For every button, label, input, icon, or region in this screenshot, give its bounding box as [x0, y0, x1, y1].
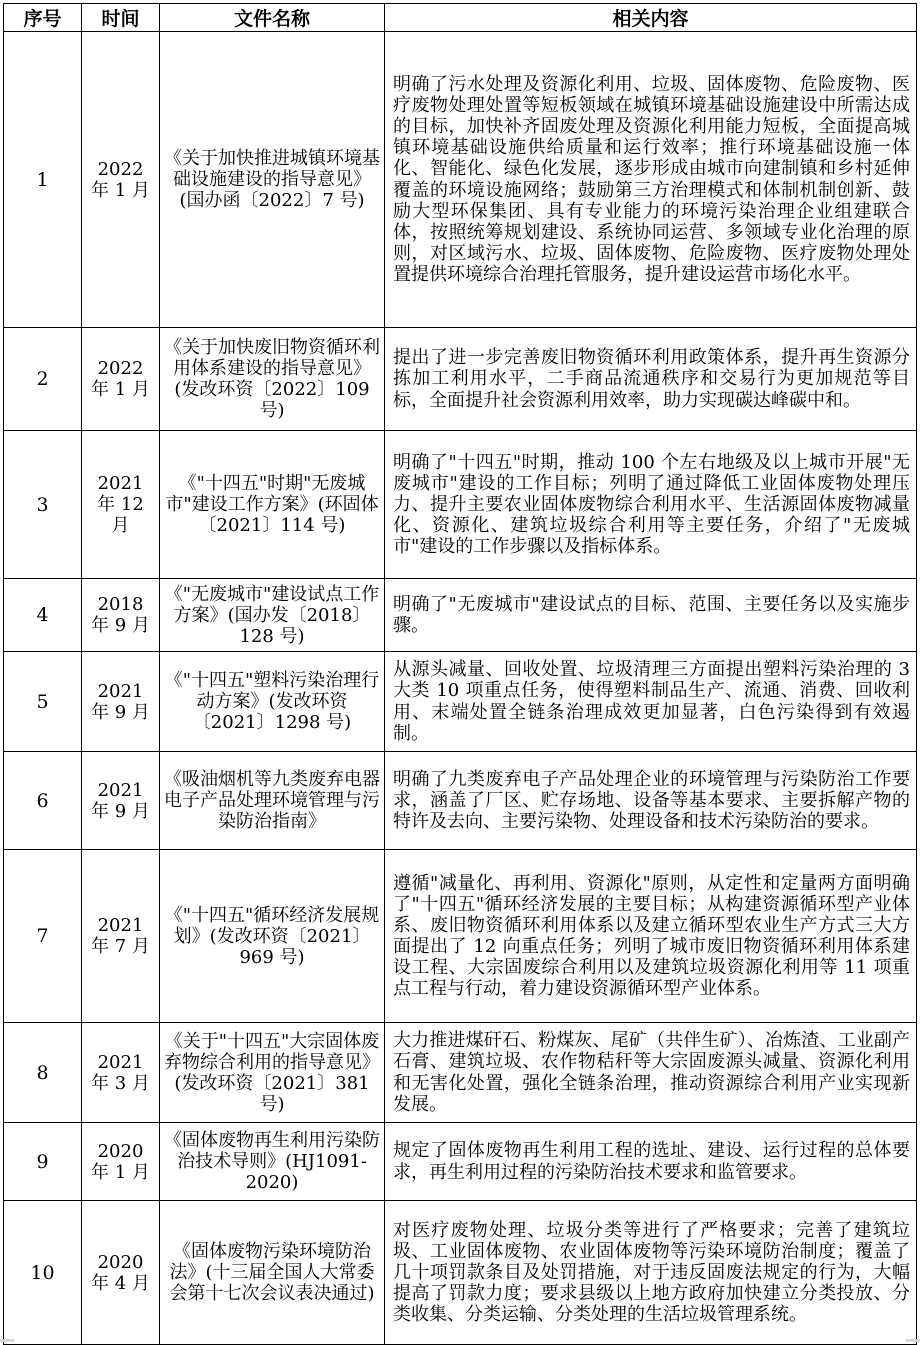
header-row — [4, 4, 917, 32]
row-document-title: 《"十四五"时期"无废城市"建设工作方案》(环固体〔2021〕114 号) — [160, 431, 385, 579]
row-document-title: 《"十四五"塑料污染治理行动方案》(发改环资〔2021〕1298 号) — [160, 652, 385, 752]
row-date: 2022 年 1 月 — [82, 328, 160, 431]
row-date: 2021 年 9 月 — [82, 652, 160, 752]
table-row — [4, 652, 917, 752]
row-content: 从源头减量、回收处置、垃圾清理三方面提出塑料污染治理的 3 大类 10 项重点任务，使得塑料制品生产、流通、消费、回收利用、末端处置全链条治理成效更加显著，白色污染得到有效遏制。 — [385, 652, 917, 752]
table-row — [4, 1023, 917, 1123]
row-document-title: 《"无废城市"建设试点工作方案》(国办发〔2018〕128 号) — [160, 579, 385, 652]
row-date: 2021 年 7 月 — [82, 850, 160, 1023]
row-content: 明确了污水处理及资源化利用、垃圾、固体废物、危险废物、医疗废物处理处置等短板领域在城镇环境基础设施建设中所需达成的目标，加快补齐固废处理及资源化利用能力短板，全面提高城镇环境基础设施供给质量和运行效率；推行环境基础设施一体化、智能化、绿色化发展，逐步形成由城市向建制镇和乡村延伸覆盖的环境设施网络；鼓励第三方治理模式和体制机制创新、鼓励大型环保集团、具有专业能力的环境污染治理企业组建联合体，按照统筹规划建设、系统协同运营、多领域专业化治理的原则，对区域污水、垃圾、固体废物、危险废物、医疗废物处理处置提供环境综合治理托管服务，提升建设运营市场化水平。 — [385, 32, 917, 328]
row-number: 4 — [4, 579, 82, 652]
row-number: 3 — [4, 431, 82, 579]
row-number: 2 — [4, 328, 82, 431]
row-number: 10 — [4, 1201, 82, 1345]
row-number: 8 — [4, 1023, 82, 1123]
row-content: 对医疗废物处理、垃圾分类等进行了严格要求；完善了建筑垃圾、工业固体废物、农业固体废物等污染环境防治制度；覆盖了几十项罚款条目及处罚措施，对于违反固废法规定的行为，大幅提高了罚款力度；要求县级以上地方政府加快建立分类投放、分类收集、分类运输、分类处理的生活垃圾管理系统。 — [385, 1201, 917, 1345]
table-row — [4, 850, 917, 1023]
row-content: 提出了进一步完善废旧物资循环利用政策体系，提升再生资源分拣加工利用水平，二手商品流通秩序和交易行为更加规范等目标，全面提升社会资源利用效率，助力实现碳达峰碳中和。 — [385, 328, 917, 431]
row-content: 明确了九类废弃电子产品处理企业的环境管理与污染防治工作要求，涵盖了厂区、贮存场地、设备等基本要求、主要拆解产物的特许及去向、主要污染物、处理设备和技术污染防治的要求。 — [385, 752, 917, 850]
row-number: 9 — [4, 1123, 82, 1201]
row-date: 2020 年 4 月 — [82, 1201, 160, 1345]
row-number: 1 — [4, 32, 82, 328]
policy-table — [3, 3, 917, 1345]
row-content: 明确了"十四五"时期，推动 100 个左右地级及以上城市开展"无废城市"建设的工作目标；列明了通过降低工业固体废物处理压力、提升主要农业固体废物综合利用水平、生活源固体废物减量化、资源化、建筑垃圾综合利用等主要任务，介绍了"无废城市"建设的工作步骤以及指标体系。 — [385, 431, 917, 579]
row-document-title: 《关于加快推进城镇环境基础设施建设的指导意见》(国办函〔2022〕7 号) — [160, 32, 385, 328]
header-content: 相关内容 — [385, 4, 917, 32]
table-row — [4, 431, 917, 579]
table-row — [4, 1123, 917, 1201]
table-row — [4, 579, 917, 652]
row-date: 2020 年 1 月 — [82, 1123, 160, 1201]
row-document-title: 《关于加快废旧物资循环利用体系建设的指导意见》(发改环资〔2022〕109 号) — [160, 328, 385, 431]
row-document-title: 《吸油烟机等九类废弃电器电子产品处理环境管理与污染防治指南》 — [160, 752, 385, 850]
table-row — [4, 32, 917, 328]
table-row — [4, 1201, 917, 1345]
header-title: 文件名称 — [160, 4, 385, 32]
row-date: 2018 年 9 月 — [82, 579, 160, 652]
row-content: 明确了"无废城市"建设试点的目标、范围、主要任务以及实施步骤。 — [385, 579, 917, 652]
row-content: 大力推进煤矸石、粉煤灰、尾矿（共伴生矿）、冶炼渣、工业副产石膏、建筑垃圾、农作物秸秆等大宗固废源头减量、资源化利用和无害化处置，强化全链条治理，推动资源综合利用产业实现新发展。 — [385, 1023, 917, 1123]
row-number: 5 — [4, 652, 82, 752]
header-no: 序号 — [4, 4, 82, 32]
header-date: 时间 — [82, 4, 160, 32]
row-document-title: 《固体废物再生利用污染防治技术导则》(HJ1091-2020) — [160, 1123, 385, 1201]
table-row — [4, 752, 917, 850]
row-number: 7 — [4, 850, 82, 1023]
row-content: 规定了固体废物再生利用工程的选址、建设、运行过程的总体要求，再生利用过程的污染防治技术要求和监管要求。 — [385, 1123, 917, 1201]
row-content: 遵循"减量化、再利用、资源化"原则，从定性和定量两方面明确了"十四五"循环经济发展的主要目标；从构建资源循环型产业体系、废旧物资循环利用体系以及建立循环型农业生产方式三大方面提出了 12 向重点任务；列明了城市废旧物资循环利用体系建设工程、大宗固废综合利用以及建筑垃圾资源化利用等 11 项重点工程与行动，着力建设资源循环型产业体系。 — [385, 850, 917, 1023]
row-document-title: 《"十四五"循环经济发展规划》(发改环资〔2021〕969 号) — [160, 850, 385, 1023]
table-row — [4, 328, 917, 431]
row-number: 6 — [4, 752, 82, 850]
row-document-title: 《关于"十四五"大宗固体废弃物综合利用的指导意见》(发改环资〔2021〕381 号) — [160, 1023, 385, 1123]
row-date: 2022 年 1 月 — [82, 32, 160, 328]
row-date: 2021 年 12 月 — [82, 431, 160, 579]
row-date: 2021 年 3 月 — [82, 1023, 160, 1123]
row-date: 2021 年 9 月 — [82, 752, 160, 850]
row-document-title: 《固体废物污染环境防治法》(十三届全国人大常委会第十七次会议表决通过) — [160, 1201, 385, 1345]
